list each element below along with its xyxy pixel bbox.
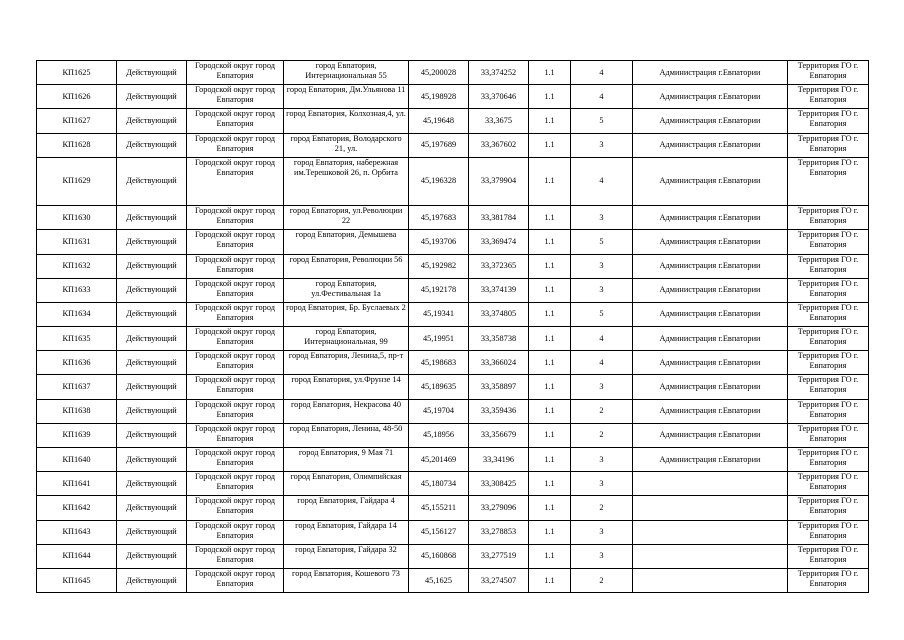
cell-territory: Территория ГО г. Евпатория [788, 61, 869, 85]
table-row [37, 423, 869, 447]
cell-status: Действующий [117, 85, 187, 109]
cell-district: Городской округ город Евпатория [187, 206, 284, 230]
cell-type: 1.1 [529, 85, 571, 109]
cell-count: 4 [571, 327, 633, 351]
cell-territory: Территория ГО г. Евпатория [788, 206, 869, 230]
cell-type: 1.1 [529, 544, 571, 568]
cell-code: КП1633 [37, 278, 117, 302]
cell-longitude: 33,279096 [469, 496, 529, 520]
cell-district: Городской округ город Евпатория [187, 496, 284, 520]
cell-address: город Евпатория, Гайдара 14 [284, 520, 409, 544]
cell-code: КП1632 [37, 254, 117, 278]
cell-longitude: 33,374252 [469, 61, 529, 85]
cell-territory: Территория ГО г. Евпатория [788, 399, 869, 423]
cell-address: город Евпатория, Гайдара 32 [284, 544, 409, 568]
cell-latitude: 45,192178 [409, 278, 469, 302]
table-row [37, 520, 869, 544]
cell-code: КП1642 [37, 496, 117, 520]
cell-status: Действующий [117, 448, 187, 472]
cell-type: 1.1 [529, 327, 571, 351]
data-table [36, 60, 869, 593]
cell-district: Городской округ город Евпатория [187, 472, 284, 496]
cell-owner [633, 544, 788, 568]
cell-owner [633, 568, 788, 592]
cell-status: Действующий [117, 61, 187, 85]
cell-status: Действующий [117, 302, 187, 326]
cell-status: Действующий [117, 109, 187, 133]
cell-district: Городской округ город Евпатория [187, 230, 284, 254]
cell-count: 3 [571, 472, 633, 496]
cell-code: КП1643 [37, 520, 117, 544]
cell-owner: Администрация г.Евпатории [633, 302, 788, 326]
cell-owner [633, 496, 788, 520]
cell-latitude: 45,189635 [409, 375, 469, 399]
cell-latitude: 45,200028 [409, 61, 469, 85]
cell-latitude: 45,19704 [409, 399, 469, 423]
table-row [37, 230, 869, 254]
table-row [37, 399, 869, 423]
cell-longitude: 33,308425 [469, 472, 529, 496]
cell-count: 3 [571, 133, 633, 157]
cell-status: Действующий [117, 544, 187, 568]
cell-type: 1.1 [529, 375, 571, 399]
cell-territory: Территория ГО г. Евпатория [788, 375, 869, 399]
cell-code: КП1640 [37, 448, 117, 472]
cell-territory: Территория ГО г. Евпатория [788, 278, 869, 302]
cell-address: город Евпатория, Дм.Ульянова 11 [284, 85, 409, 109]
cell-status: Действующий [117, 472, 187, 496]
cell-status: Действующий [117, 520, 187, 544]
cell-address: город Евпатория, 9 Мая 71 [284, 448, 409, 472]
table-row [37, 61, 869, 85]
cell-owner: Администрация г.Евпатории [633, 399, 788, 423]
cell-district: Городской округ город Евпатория [187, 520, 284, 544]
cell-type: 1.1 [529, 206, 571, 230]
cell-count: 3 [571, 375, 633, 399]
cell-district: Городской округ город Евпатория [187, 399, 284, 423]
table-row [37, 327, 869, 351]
cell-code: КП1627 [37, 109, 117, 133]
cell-territory: Территория ГО г. Евпатория [788, 544, 869, 568]
table-row [37, 206, 869, 230]
cell-owner [633, 520, 788, 544]
cell-code: КП1629 [37, 157, 117, 205]
cell-type: 1.1 [529, 351, 571, 375]
cell-status: Действующий [117, 423, 187, 447]
cell-address: город Евпатория, Ленина, 48-50 [284, 423, 409, 447]
cell-district: Городской округ город Евпатория [187, 133, 284, 157]
cell-type: 1.1 [529, 568, 571, 592]
cell-count: 2 [571, 568, 633, 592]
cell-type: 1.1 [529, 399, 571, 423]
cell-latitude: 45,198928 [409, 85, 469, 109]
cell-territory: Территория ГО г. Евпатория [788, 230, 869, 254]
cell-latitude: 45,155211 [409, 496, 469, 520]
cell-address: город Евпатория, Ленина,5, пр-т [284, 351, 409, 375]
cell-status: Действующий [117, 327, 187, 351]
cell-territory: Территория ГО г. Евпатория [788, 423, 869, 447]
cell-district: Городской округ город Евпатория [187, 302, 284, 326]
cell-status: Действующий [117, 133, 187, 157]
cell-owner: Администрация г.Евпатории [633, 448, 788, 472]
table-row [37, 496, 869, 520]
cell-latitude: 45,197689 [409, 133, 469, 157]
cell-latitude: 45,197683 [409, 206, 469, 230]
table-row [37, 544, 869, 568]
cell-owner: Администрация г.Евпатории [633, 278, 788, 302]
cell-type: 1.1 [529, 109, 571, 133]
cell-latitude: 45,156127 [409, 520, 469, 544]
cell-address: город Евпатория, Кошевого 73 [284, 568, 409, 592]
cell-latitude: 45,192982 [409, 254, 469, 278]
cell-owner: Администрация г.Евпатории [633, 254, 788, 278]
cell-territory: Территория ГО г. Евпатория [788, 351, 869, 375]
table-row [37, 472, 869, 496]
table-row [37, 375, 869, 399]
cell-status: Действующий [117, 254, 187, 278]
cell-type: 1.1 [529, 302, 571, 326]
cell-longitude: 33,370646 [469, 85, 529, 109]
cell-district: Городской округ город Евпатория [187, 375, 284, 399]
table-body [37, 61, 869, 593]
cell-territory: Территория ГО г. Евпатория [788, 254, 869, 278]
cell-type: 1.1 [529, 496, 571, 520]
cell-district: Городской округ город Евпатория [187, 157, 284, 205]
cell-longitude: 33,381784 [469, 206, 529, 230]
cell-owner: Администрация г.Евпатории [633, 157, 788, 205]
cell-count: 2 [571, 496, 633, 520]
cell-status: Действующий [117, 399, 187, 423]
table-row [37, 109, 869, 133]
cell-latitude: 45,198683 [409, 351, 469, 375]
cell-district: Городской округ город Евпатория [187, 448, 284, 472]
cell-territory: Территория ГО г. Евпатория [788, 157, 869, 205]
cell-address: город Евпатория, Некрасова 40 [284, 399, 409, 423]
table-row [37, 278, 869, 302]
cell-longitude: 33,374805 [469, 302, 529, 326]
cell-code: КП1641 [37, 472, 117, 496]
table-row [37, 448, 869, 472]
cell-owner [633, 472, 788, 496]
cell-longitude: 33,379904 [469, 157, 529, 205]
cell-address: город Евпатория, Олимпийская [284, 472, 409, 496]
cell-district: Городской округ город Евпатория [187, 351, 284, 375]
cell-status: Действующий [117, 496, 187, 520]
table-row [37, 568, 869, 592]
table-row [37, 133, 869, 157]
cell-longitude: 33,277519 [469, 544, 529, 568]
cell-latitude: 45,1625 [409, 568, 469, 592]
cell-owner: Администрация г.Евпатории [633, 375, 788, 399]
cell-longitude: 33,366024 [469, 351, 529, 375]
cell-address: город Евпатория, набережная им.Терешковой 26, п. Орбита [284, 157, 409, 205]
cell-district: Городской округ город Евпатория [187, 423, 284, 447]
cell-territory: Территория ГО г. Евпатория [788, 133, 869, 157]
cell-district: Городской округ город Евпатория [187, 568, 284, 592]
cell-status: Действующий [117, 351, 187, 375]
cell-owner: Администрация г.Евпатории [633, 133, 788, 157]
cell-longitude: 33,367602 [469, 133, 529, 157]
table-row [37, 157, 869, 205]
cell-type: 1.1 [529, 278, 571, 302]
cell-longitude: 33,369474 [469, 230, 529, 254]
cell-count: 3 [571, 520, 633, 544]
cell-address: город Евпатория, Бр. Буслаевых 2 [284, 302, 409, 326]
cell-code: КП1644 [37, 544, 117, 568]
cell-count: 2 [571, 399, 633, 423]
cell-count: 4 [571, 157, 633, 205]
cell-count: 4 [571, 351, 633, 375]
cell-count: 3 [571, 278, 633, 302]
cell-address: город Евпатория, ул.Фрунзе 14 [284, 375, 409, 399]
cell-owner: Администрация г.Евпатории [633, 351, 788, 375]
cell-owner: Администрация г.Евпатории [633, 206, 788, 230]
cell-owner: Администрация г.Евпатории [633, 327, 788, 351]
cell-latitude: 45,18956 [409, 423, 469, 447]
cell-code: КП1637 [37, 375, 117, 399]
cell-district: Городской округ город Евпатория [187, 254, 284, 278]
cell-type: 1.1 [529, 448, 571, 472]
cell-count: 5 [571, 302, 633, 326]
cell-latitude: 45,160868 [409, 544, 469, 568]
cell-status: Действующий [117, 157, 187, 205]
cell-code: КП1645 [37, 568, 117, 592]
cell-type: 1.1 [529, 61, 571, 85]
cell-type: 1.1 [529, 157, 571, 205]
cell-code: КП1631 [37, 230, 117, 254]
cell-owner: Администрация г.Евпатории [633, 85, 788, 109]
cell-territory: Территория ГО г. Евпатория [788, 496, 869, 520]
cell-longitude: 33,372365 [469, 254, 529, 278]
cell-status: Действующий [117, 375, 187, 399]
cell-address: город Евпатория, Интернациональная 55 [284, 61, 409, 85]
cell-type: 1.1 [529, 472, 571, 496]
cell-latitude: 45,193706 [409, 230, 469, 254]
cell-type: 1.1 [529, 423, 571, 447]
cell-territory: Территория ГО г. Евпатория [788, 85, 869, 109]
cell-latitude: 45,201469 [409, 448, 469, 472]
cell-longitude: 33,278853 [469, 520, 529, 544]
cell-latitude: 45,19341 [409, 302, 469, 326]
cell-territory: Территория ГО г. Евпатория [788, 520, 869, 544]
cell-code: КП1628 [37, 133, 117, 157]
cell-district: Городской округ город Евпатория [187, 109, 284, 133]
cell-district: Городской округ город Евпатория [187, 544, 284, 568]
cell-count: 4 [571, 61, 633, 85]
cell-status: Действующий [117, 206, 187, 230]
cell-address: город Евпатория, Колхозная,4, ул. [284, 109, 409, 133]
cell-code: КП1634 [37, 302, 117, 326]
cell-address: город Евпатория, ул.Революции 22 [284, 206, 409, 230]
cell-count: 3 [571, 206, 633, 230]
cell-longitude: 33,374139 [469, 278, 529, 302]
cell-territory: Территория ГО г. Евпатория [788, 472, 869, 496]
cell-latitude: 45,180734 [409, 472, 469, 496]
cell-district: Городской округ город Евпатория [187, 85, 284, 109]
cell-latitude: 45,19951 [409, 327, 469, 351]
cell-longitude: 33,274507 [469, 568, 529, 592]
cell-longitude: 33,358897 [469, 375, 529, 399]
cell-count: 3 [571, 544, 633, 568]
cell-code: КП1638 [37, 399, 117, 423]
cell-address: город Евпатория, Революции 56 [284, 254, 409, 278]
cell-owner: Администрация г.Евпатории [633, 109, 788, 133]
cell-type: 1.1 [529, 133, 571, 157]
table-row [37, 351, 869, 375]
table-row [37, 254, 869, 278]
cell-territory: Территория ГО г. Евпатория [788, 568, 869, 592]
cell-district: Городской округ город Евпатория [187, 61, 284, 85]
cell-count: 3 [571, 254, 633, 278]
cell-longitude: 33,359436 [469, 399, 529, 423]
table-row [37, 302, 869, 326]
cell-code: КП1635 [37, 327, 117, 351]
cell-owner: Администрация г.Евпатории [633, 230, 788, 254]
cell-territory: Территория ГО г. Евпатория [788, 109, 869, 133]
cell-count: 4 [571, 85, 633, 109]
cell-count: 3 [571, 448, 633, 472]
cell-district: Городской округ город Евпатория [187, 327, 284, 351]
cell-count: 5 [571, 230, 633, 254]
cell-address: город Евпатория, Гайдара 4 [284, 496, 409, 520]
cell-address: город Евпатория, Володарского 21, ул. [284, 133, 409, 157]
cell-territory: Территория ГО г. Евпатория [788, 327, 869, 351]
cell-longitude: 33,358738 [469, 327, 529, 351]
cell-code: КП1636 [37, 351, 117, 375]
cell-territory: Территория ГО г. Евпатория [788, 448, 869, 472]
cell-code: КП1630 [37, 206, 117, 230]
cell-owner: Администрация г.Евпатории [633, 61, 788, 85]
cell-address: город Евпатория, Демышева [284, 230, 409, 254]
cell-status: Действующий [117, 230, 187, 254]
cell-count: 5 [571, 109, 633, 133]
cell-type: 1.1 [529, 520, 571, 544]
cell-address: город Евпатория, ул.Фестивальная 1а [284, 278, 409, 302]
cell-status: Действующий [117, 278, 187, 302]
cell-owner: Администрация г.Евпатории [633, 423, 788, 447]
table-row [37, 85, 869, 109]
cell-longitude: 33,34196 [469, 448, 529, 472]
cell-longitude: 33,356679 [469, 423, 529, 447]
cell-code: КП1626 [37, 85, 117, 109]
cell-longitude: 33,3675 [469, 109, 529, 133]
cell-latitude: 45,196328 [409, 157, 469, 205]
cell-district: Городской округ город Евпатория [187, 278, 284, 302]
cell-address: город Евпатория, Интернациональная, 99 [284, 327, 409, 351]
cell-code: КП1625 [37, 61, 117, 85]
cell-status: Действующий [117, 568, 187, 592]
cell-latitude: 45,19648 [409, 109, 469, 133]
cell-code: КП1639 [37, 423, 117, 447]
cell-type: 1.1 [529, 230, 571, 254]
cell-territory: Территория ГО г. Евпатория [788, 302, 869, 326]
cell-type: 1.1 [529, 254, 571, 278]
cell-count: 2 [571, 423, 633, 447]
